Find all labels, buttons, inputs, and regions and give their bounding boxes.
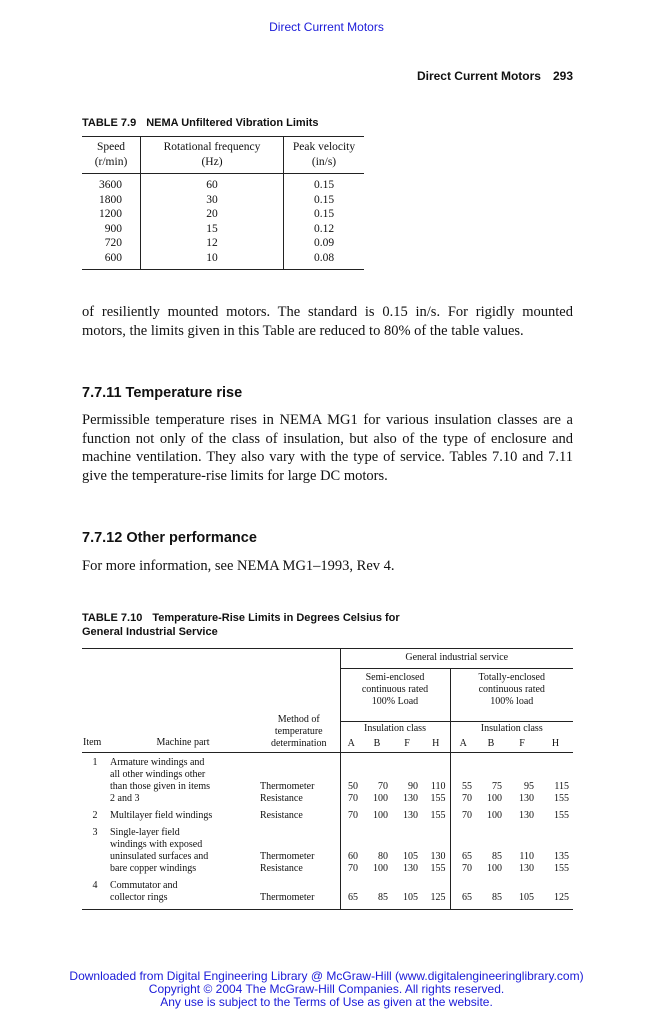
table-row — [82, 222, 364, 237]
totally-class-h-value: 135 155 — [554, 851, 569, 874]
totally-class-a-value: 70 — [450, 807, 476, 824]
table-label: TABLE 7.9 — [82, 117, 137, 129]
page-number: 293 — [552, 69, 573, 83]
heading-7-7-11: 7.7.11 Temperature rise — [82, 385, 243, 401]
method-determination: Thermometer Resistance — [260, 851, 315, 874]
semi-class-a-value: 70 — [340, 807, 362, 824]
item-number: 3 — [92, 827, 98, 838]
footer-download-link[interactable]: Downloaded from Digital Engineering Library @ McGraw-Hill (www.digitalengineeringlibrary.com) — [69, 969, 584, 983]
frequency-cell: 60 — [141, 174, 284, 193]
header-item: Item — [82, 736, 108, 753]
table-row — [82, 824, 573, 877]
frequency-cell: 12 — [141, 236, 284, 251]
header-class-h: H — [538, 736, 573, 753]
temperature-rise-table — [82, 648, 573, 910]
velocity-cell: 0.15 — [313, 208, 335, 220]
page-header — [82, 69, 573, 83]
header-semi-enclosed: Semi-enclosed continuous rated 100% Load — [340, 669, 450, 710]
semi-class-b-value: 80 100 — [373, 851, 388, 874]
header-insulation-semi: Insulation class — [340, 722, 450, 737]
machine-part: Commutator and collector rings — [108, 877, 258, 910]
frequency-cell: 30 — [141, 193, 284, 208]
semi-class-a-value: 50 70 — [340, 753, 362, 808]
table-row — [82, 236, 364, 251]
semi-class-f-value: 105 130 — [403, 851, 418, 874]
totally-class-a-value: 65 70 — [450, 824, 476, 877]
header-class-a: A — [450, 736, 476, 753]
totally-class-b-value: 100 — [487, 810, 502, 821]
header-class-a: A — [340, 736, 362, 753]
table-row — [82, 753, 573, 808]
semi-class-f-value: 90 130 — [403, 781, 418, 804]
header-totally-enclosed: Totally-enclosed continuous rated 100% load — [450, 669, 573, 710]
totally-class-b-value: 85 — [476, 877, 506, 910]
totally-class-f-value: 105 — [506, 877, 538, 910]
frequency-cell: 10 — [141, 251, 284, 270]
paragraph-other-performance: For more information, see NEMA MG1–1993, Rev 4. — [82, 558, 395, 574]
speed-cell: 900 — [104, 222, 122, 235]
speed-cell: 3600 — [99, 179, 122, 191]
totally-class-f-value: 110 130 — [519, 851, 534, 874]
totally-class-f-value: 95 130 — [519, 781, 534, 804]
speed-cell: 1200 — [99, 208, 122, 220]
footer-terms[interactable]: Any use is subject to the Terms of Use as given at the website. — [160, 995, 493, 1009]
semi-class-h-value: 155 — [430, 810, 446, 821]
table-title: NEMA Unfiltered Vibration Limits — [146, 117, 319, 129]
vibration-limits-table — [82, 136, 364, 270]
totally-class-b-value: 85 100 — [487, 851, 502, 874]
semi-class-a-value: 60 70 — [340, 824, 362, 877]
semi-class-b-value: 100 — [373, 810, 388, 821]
velocity-cell: 0.08 — [284, 251, 365, 270]
header-class-h: H — [422, 736, 450, 753]
machine-part: Multilayer field windings — [110, 810, 213, 821]
velocity-cell: 0.15 — [313, 179, 335, 191]
header-rotational-frequency: Rotational frequency (Hz) — [141, 137, 284, 174]
item-number: 4 — [82, 877, 108, 910]
table-row — [82, 807, 573, 824]
footer — [0, 970, 653, 1009]
header-class-b: B — [476, 736, 506, 753]
heading-7-7-12: 7.7.12 Other performance — [82, 530, 257, 546]
velocity-cell: 0.09 — [313, 237, 335, 249]
table-row — [82, 174, 364, 193]
frequency-cell: 15 — [141, 222, 284, 237]
method-determination: Thermometer — [258, 877, 340, 910]
semi-class-f-value: 105 — [392, 877, 422, 910]
table-7-10-caption — [82, 611, 400, 639]
semi-class-h-value: 110 155 — [430, 781, 446, 804]
machine-part: Armature windings and all other windings other than those given in items 2 and 3 — [110, 757, 210, 804]
method-determination: Resistance — [260, 810, 303, 821]
item-number: 1 — [92, 757, 98, 768]
header-machine-part: Machine part — [108, 736, 258, 753]
table-7-9-caption — [82, 116, 319, 130]
table-title-line2: General Industrial Service — [82, 626, 218, 638]
table-row — [82, 251, 364, 270]
semi-class-h-value: 130 155 — [430, 851, 446, 874]
page-header-title: Direct Current Motors — [416, 69, 541, 83]
paragraph-vibration: of resiliently mounted motors. The standard is 0.15 in/s. For rigidly mounted motors, the limits given in this Table are reduced to 80% of the table values. — [82, 304, 573, 339]
semi-class-b-value: 70 100 — [373, 781, 388, 804]
running-head: Direct Current Motors — [269, 20, 384, 34]
header-speed: Speed (r/min) — [82, 137, 141, 174]
velocity-cell: 0.12 — [313, 222, 335, 235]
frequency-cell: 20 — [141, 207, 284, 222]
semi-class-a-value: 65 — [340, 877, 362, 910]
header-peak-velocity: Peak velocity (in/s) — [284, 137, 365, 174]
semi-class-f-value: 130 — [403, 810, 418, 821]
table-row — [82, 207, 364, 222]
speed-cell: 1800 — [99, 193, 122, 206]
totally-class-b-value: 75 100 — [487, 781, 502, 804]
speed-cell: 600 — [82, 251, 141, 270]
totally-class-h-value: 155 — [554, 810, 569, 821]
table-title-line1: Temperature-Rise Limits in Degrees Celsius for — [152, 612, 400, 624]
speed-cell: 720 — [104, 237, 122, 249]
table-label: TABLE 7.10 — [82, 612, 143, 624]
item-number: 2 — [92, 810, 98, 821]
header-method: Method of temperature determination — [258, 709, 340, 753]
header-insulation-totally: Insulation class — [450, 722, 573, 737]
header-class-f: F — [392, 736, 422, 753]
method-determination: Thermometer Resistance — [260, 781, 315, 804]
header-general-service: General industrial service — [340, 649, 573, 669]
totally-class-h-value: 125 — [538, 877, 573, 910]
semi-class-h-value: 125 — [422, 877, 450, 910]
totally-class-h-value: 115 155 — [554, 781, 569, 804]
totally-class-a-value: 65 — [450, 877, 476, 910]
semi-class-b-value: 85 — [362, 877, 392, 910]
totally-class-a-value: 55 70 — [450, 753, 476, 808]
footer-copyright: Copyright © 2004 The McGraw-Hill Companies. All rights reserved. — [148, 982, 505, 996]
table-row — [82, 877, 573, 910]
table-row — [82, 193, 364, 208]
paragraph-temperature-rise: Permissible temperature rises in NEMA MG1 for various insulation classes are a function not only of the class of insulation, but also of the type of enclosure and machine ventilation. They also vary with the type of service. Tables 7.10 and 7.11 give the temperature-rise limits for large DC motors. — [82, 412, 573, 484]
velocity-cell: 0.15 — [313, 193, 335, 206]
header-class-f: F — [506, 736, 538, 753]
totally-class-f-value: 130 — [519, 810, 534, 821]
header-class-b: B — [362, 736, 392, 753]
machine-part: Single-layer field windings with exposed uninsulated surfaces and bare copper windings — [110, 827, 209, 874]
